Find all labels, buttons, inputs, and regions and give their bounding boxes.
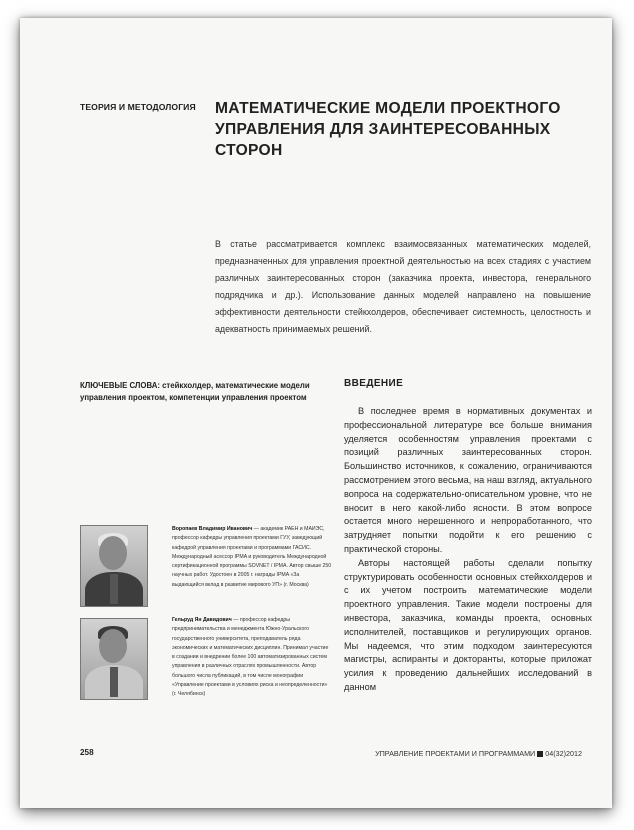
author-bio (172, 525, 332, 590)
page-number: 258 (80, 748, 94, 757)
intro-heading: ВВЕДЕНИЕ (344, 378, 404, 389)
author-name: Гельруд Ян Давидович (172, 617, 232, 623)
journal-name: УПРАВЛЕНИЕ ПРОЕКТАМИ И ПРОГРАММАМИ (375, 749, 536, 758)
section-label: ТЕОРИЯ И МЕТОДОЛОГИЯ (80, 102, 196, 112)
author-name: Воропаев Владимир Иванович (172, 526, 253, 532)
intro-paragraph: В последнее время в нормативных документах и профессиональной литературе все больше внимания уделяется особенностям управления проектами с позиций различных заинтересованных сторон. Большинство источников, к сожалению, ограничиваются рассмотрением этого весьма, на наш взгляд, актуального вопроса на содержательно-описательном уровне, что не вносит в него какой-либо ясности. В этом вопросе остается много нерешенного и непроработанного, что затрудняет попытки подойти к его решению с практической стороны. (344, 406, 592, 554)
author-photo (80, 618, 148, 700)
author-description: — академик РАЕН и МАИЭС, профессор кафедры управления проектами ГУУ, заведующий кафедрой управления проектами и программами ГАСИС. Международный асессор IPMA и руководитель Международной сертификационной программы SOVNET / IPMA. Автор свыше 250 научных работ. Удостоен в 2005 г. награды IPMA «За выдающийся вклад в развитие мирового УП» (г. Москва) (172, 526, 332, 588)
magazine-page (20, 18, 612, 808)
author-bio (172, 616, 332, 700)
intro-paragraph: Авторы настоящей работы сделали попытку структурировать особенности основных стейкхолдеров и с их учетом построить математические модели проектного управления. Такие модели построены для инвестора, заказчика, команды проекта, основных исполнителей, поставщиков и регулирующих органов. Мы надеемся, что этим подходом заинтересуются магистры, аспиранты и докторанты, которые приложат усилия к проведению дальнейших исследований в данном (344, 557, 592, 692)
article-title: МАТЕМАТИЧЕСКИЕ МОДЕЛИ ПРОЕКТНОГО УПРАВЛЕНИЯ ДЛЯ ЗАИНТЕРЕСОВАННЫХ СТОРОН (215, 100, 561, 159)
author-photo (80, 525, 148, 607)
keywords: КЛЮЧЕВЫЕ СЛОВА: стейкхолдер, математические модели управления проектом, компетенции управления проектом (80, 381, 310, 402)
journal-footer (375, 749, 582, 758)
issue-number: 04(32)2012 (545, 749, 582, 758)
intro-body (344, 405, 592, 695)
author-description: — профессор кафедры предпринимательства и менеджмента Южно-Уральского государственного университета, преподаватель ряда экономических и математических дисциплин. Принимал участие в создании и внедрении более 100 автоматизированных систем управления в различных отраслях промышленности. Автор большого числа публикаций, в том числе монографии «Управление проектами в условиях риска и неопределенности» (г. Челябинск) (172, 617, 329, 698)
square-icon (537, 751, 543, 757)
article-abstract: В статье рассматривается комплекс взаимосвязанных математических моделей, предназначенных для управления проектной деятельностью на всех стадиях с участием различных заинтересованных сторон (заказчика проекта, инвестора, генерального подрядчика и др.). Использование данных моделей направлено на повышение эффективности деятельности стейкхолдеров, обеспечивает системность, целостность и адекватность принимаемых решений. (215, 239, 591, 335)
